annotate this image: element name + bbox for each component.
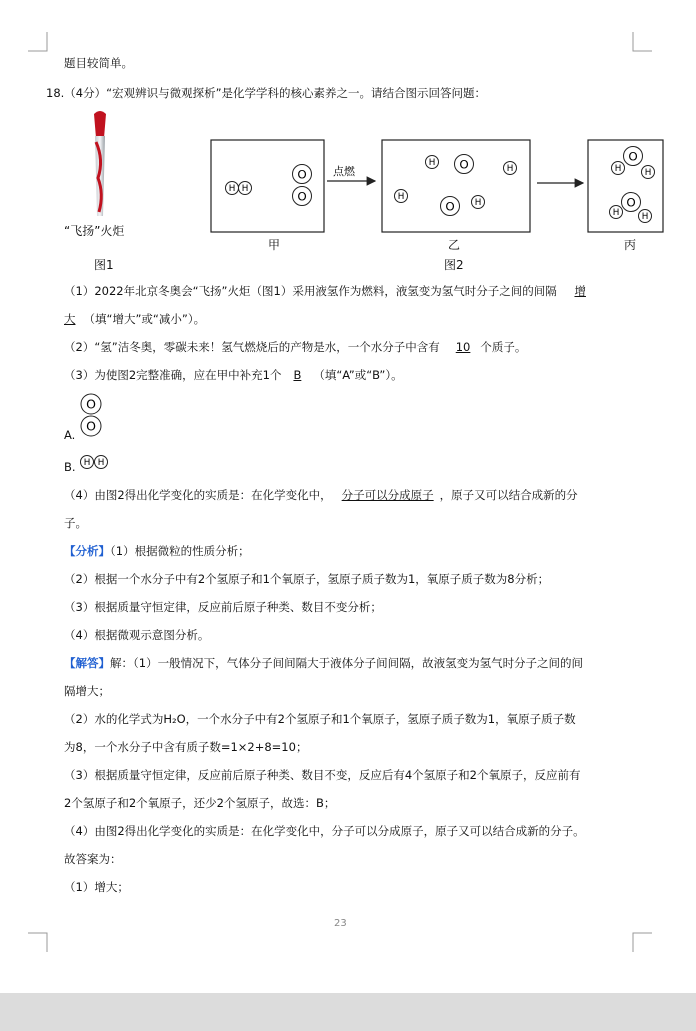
solution-line: （2）水的化学式为H₂O，一个水分子中有2个氢原子和1个氧原子，氢原子质子数为1，氧原子质子数	[64, 712, 576, 726]
q2-text-a: （2）“氢”洁冬奥，零碳未来！氢气燃烧后的产物是水，一个水分子中含有	[64, 340, 440, 354]
svg-text:O: O	[297, 189, 307, 204]
q1-answer-b: 大	[64, 312, 76, 326]
analysis-item: （4）根据微观示意图分析。	[64, 628, 210, 642]
svg-text:O: O	[86, 396, 96, 412]
hydrogen-atom	[426, 156, 439, 169]
solution-first: 解：（1）一般情况下，气体分子间间隔大于液体分子间间隔，故液氢变为氢气时分子之间的间	[110, 656, 584, 670]
svg-text:H: H	[397, 191, 405, 202]
svg-text:H: H	[83, 457, 91, 468]
arrow-label: 点燃	[333, 165, 355, 178]
q4-line-2: 子。	[64, 516, 87, 530]
option-a-oxygen-molecule	[78, 392, 104, 440]
q3-text-b: （填“A”或“B”）。	[313, 368, 403, 382]
label-yi: 乙	[448, 238, 461, 252]
solution-line: （1）增大；	[64, 880, 129, 894]
solution-line: （3）根据质量守恒定律，反应前后原子种类、数目不变，反应后有4个氢原子和2个氧原子，反应前有	[64, 768, 581, 782]
question-score: （4分）	[64, 86, 107, 100]
svg-text:H: H	[474, 197, 482, 208]
question-header	[46, 86, 486, 100]
svg-text:H: H	[506, 163, 514, 174]
figure-1-label: 图1	[94, 258, 114, 272]
hydrogen-atom	[395, 190, 408, 203]
q1-text-b: （填“增大”或“减小”）。	[83, 312, 206, 326]
question-stem: “宏观辨识与微观探析”是化学学科的核心素养之一。请结合图示回答问题：	[106, 86, 487, 100]
q3-line	[64, 368, 403, 382]
oxygen-atom	[81, 394, 101, 414]
svg-text:H: H	[241, 183, 249, 194]
q1-line-1	[64, 284, 590, 298]
q1-line-2	[64, 312, 205, 326]
svg-text:O: O	[297, 167, 307, 182]
hydrogen-atom	[95, 456, 108, 469]
svg-text:O: O	[459, 157, 469, 172]
analysis-item: （1）根据微粒的性质分析；	[110, 544, 250, 558]
torch-caption: “飞扬”火炬	[64, 224, 125, 238]
top-line: 题目较简单。	[64, 56, 133, 70]
page-number: 23	[334, 918, 347, 929]
hydrogen-atom	[610, 206, 623, 219]
label-bing: 丙	[624, 238, 637, 252]
crop-mark-top-right	[632, 32, 652, 52]
atoms-group	[226, 147, 655, 223]
svg-text:H: H	[614, 163, 622, 174]
solution-line: 隔增大；	[64, 684, 110, 698]
analysis-item: （3）根据质量守恒定律，反应前后原子种类、数目不变分析；	[64, 600, 382, 614]
svg-text:H: H	[641, 211, 649, 222]
solution-line: 2个氢原子和2个氧原子，还少2个氢原子，故选：B；	[64, 796, 336, 810]
svg-text:H: H	[428, 157, 436, 168]
hydrogen-atom	[612, 162, 625, 175]
torch-image	[85, 108, 115, 220]
crop-mark-top-left	[28, 32, 48, 52]
oxygen-atom	[81, 416, 101, 436]
solution-line: 故答案为：	[64, 852, 122, 866]
svg-text:O: O	[445, 199, 455, 214]
analysis-item: （2）根据一个水分子中有2个氢原子和1个氧原子，氢原子质子数为1，氧原子质子数为8分析；	[64, 572, 550, 586]
q1-text-a: （1）2022年北京冬奥会“飞扬”火炬（图1）采用液氢作为燃料，液氢变为氢气时分子之间的间隔	[64, 284, 557, 298]
oxygen-atom	[293, 187, 312, 206]
option-b-label: B.	[64, 460, 76, 474]
crop-mark-bottom-right	[632, 932, 652, 952]
q4-text-b: ，原子又可以结合成新的分	[439, 488, 578, 502]
svg-text:O: O	[626, 195, 636, 210]
solution-line-1	[64, 656, 583, 670]
option-b-hydrogen-molecule	[78, 452, 112, 472]
hydrogen-atom	[226, 182, 239, 195]
hydrogen-atom	[642, 166, 655, 179]
hydrogen-atom	[504, 162, 517, 175]
q4-answer: 分子可以分成原子	[341, 488, 434, 502]
crop-mark-bottom-left	[28, 932, 48, 952]
oxygen-atom	[455, 155, 474, 174]
oxygen-atom	[441, 197, 460, 216]
question-number: 18.	[46, 86, 65, 100]
box-yi	[382, 140, 530, 232]
solution-tag: 【解答】	[64, 656, 110, 670]
q2-text-b: 个质子。	[480, 340, 527, 354]
hydrogen-atom	[239, 182, 252, 195]
reaction-diagram	[205, 136, 667, 236]
label-jia: 甲	[268, 238, 281, 252]
option-a-label: A.	[64, 428, 76, 442]
svg-text:O: O	[628, 149, 638, 164]
q2-line	[64, 340, 526, 354]
svg-text:H: H	[97, 457, 105, 468]
solution-line: 为8，一个水分子中含有质子数=1×2+8=10；	[64, 740, 308, 754]
svg-text:O: O	[86, 418, 96, 434]
q2-answer: 10	[455, 340, 471, 354]
svg-text:H: H	[228, 183, 236, 194]
oxygen-atom	[293, 165, 312, 184]
analysis-line-1	[64, 544, 250, 558]
q3-answer: B	[293, 368, 302, 382]
q4-line-1	[64, 488, 578, 502]
oxygen-atom	[624, 147, 643, 166]
svg-text:H: H	[644, 167, 652, 178]
q1-answer-a: 增	[574, 284, 586, 298]
q3-text-a: （3）为使图2完整准确，应在甲中补充1个	[64, 368, 282, 382]
hydrogen-atom	[639, 210, 652, 223]
solution-line: （4）由图2得出化学变化的实质是：在化学变化中，分子可以分成原子，原子又可以结合成新的分子。	[64, 824, 585, 838]
svg-text:H: H	[612, 207, 620, 218]
hydrogen-atom	[472, 196, 485, 209]
figure-2-label: 图2	[444, 258, 464, 272]
oxygen-atom	[622, 193, 641, 212]
hydrogen-atom	[81, 456, 94, 469]
q4-text-a: （4）由图2得出化学变化的实质是：在化学变化中，	[64, 488, 332, 502]
analysis-tag: 【分析】	[64, 544, 110, 558]
